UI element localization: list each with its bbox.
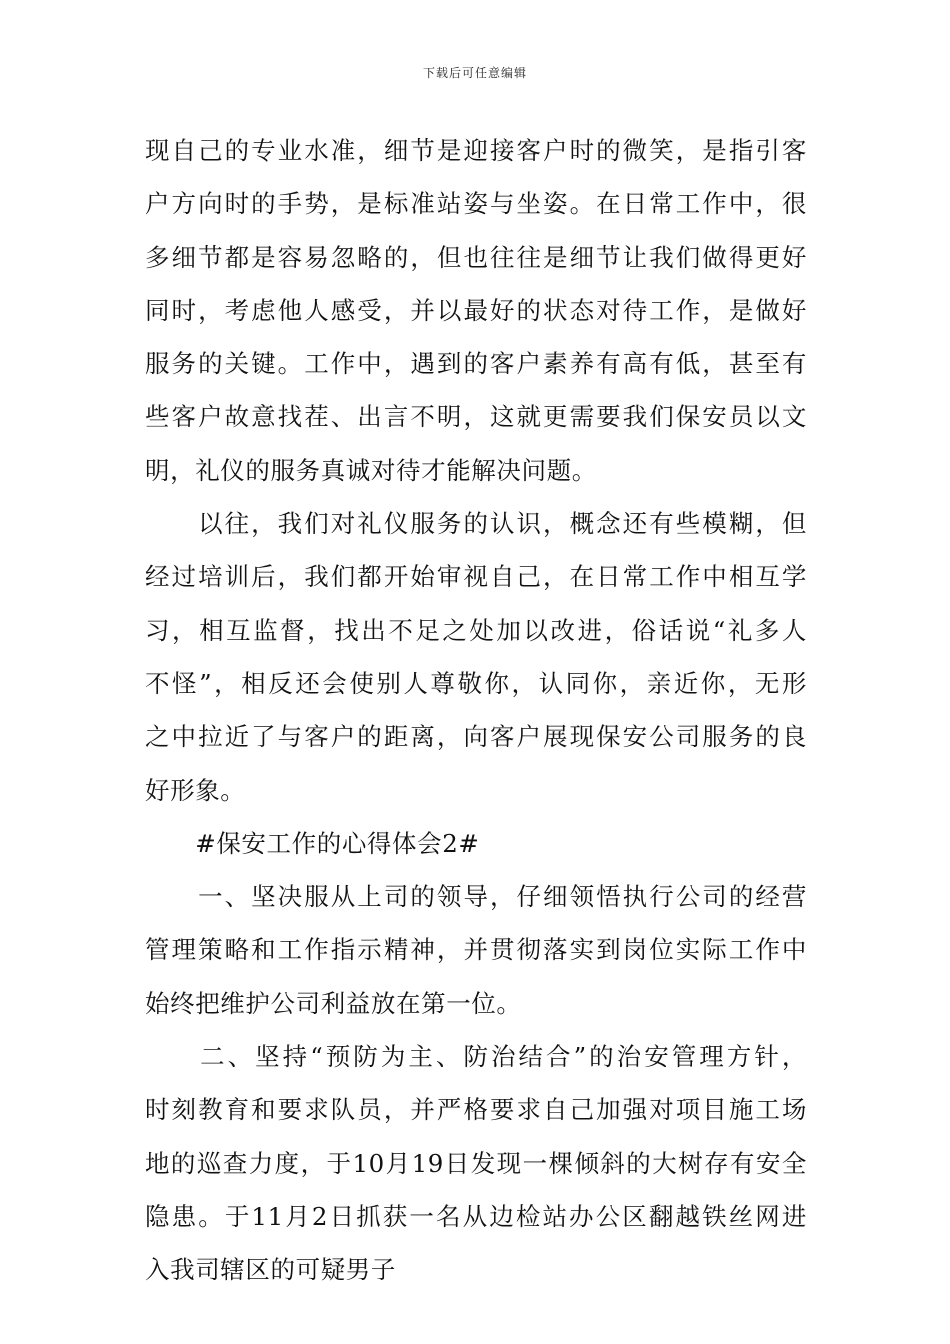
text-line: 时刻教育和要求队员，并严格要求自己加强对项目施工场 [145, 1095, 807, 1125]
text-line: 好形象。 [145, 775, 246, 805]
paragraph [145, 870, 807, 1030]
text-line: 服务的关键。工作中，遇到的客户素养有高有低，甚至有 [145, 349, 807, 379]
paragraph [145, 124, 807, 497]
text-line: 现自己的专业水准，细节是迎接客户时的微笑，是指引客 [145, 136, 807, 165]
text-line: 多细节都是容易忽略的，但也往往是细节让我们做得更好 [145, 242, 807, 272]
text-line: 以往，我们对礼仪服务的认识，概念还有些模糊，但 [145, 509, 807, 539]
text-line: 同时，考虑他人感受，并以最好的状态对待工作，是做好 [145, 295, 807, 325]
text-line: 户方向时的手势，是标准站姿与坐姿。在日常工作中，很 [145, 189, 807, 219]
paragraph [145, 497, 807, 817]
text-line: 习，相互监督，找出不足之处加以改进，俗话说“礼多人 [145, 615, 807, 645]
text-line: 不怪”，相反还会使别人尊敬你，认同你，亲近你，无形 [145, 668, 807, 698]
text-line: 一、坚决服从上司的领导，仔细领悟执行公司的经营 [145, 882, 807, 912]
paragraph [145, 1030, 807, 1296]
text-line: 管理策略和工作指示精神，并贯彻落实到岗位实际工作中 [145, 935, 807, 965]
text-line: 明，礼仪的服务真诚对待才能解决问题。 [145, 455, 597, 485]
text-line: 二、坚持“预防为主、防治结合”的治安管理方针， [145, 1042, 807, 1072]
text-line: 入我司辖区的可疑男子 [145, 1255, 396, 1285]
text-line: 隐患。于11月2日抓获一名从边检站办公区翻越铁丝网进 [145, 1201, 807, 1231]
text-line: 始终把维护公司利益放在第一位。 [145, 988, 522, 1018]
text-line: 地的巡查力度，于10月19日发现一棵倾斜的大树存有安全 [145, 1148, 807, 1178]
section-heading [145, 817, 807, 870]
text-line: 之中拉近了与客户的距离，向客户展现保安公司服务的良 [145, 722, 807, 752]
text-line: 些客户故意找茬、出言不明，这就更需要我们保安员以文 [145, 402, 807, 432]
text-line: 经过培训后，我们都开始审视自己，在日常工作中相互学 [145, 562, 807, 592]
text-line: #保安工作的心得体会2# [145, 828, 480, 858]
page-header: 下载后可任意编辑 [422, 66, 527, 80]
document-body [145, 124, 807, 1297]
